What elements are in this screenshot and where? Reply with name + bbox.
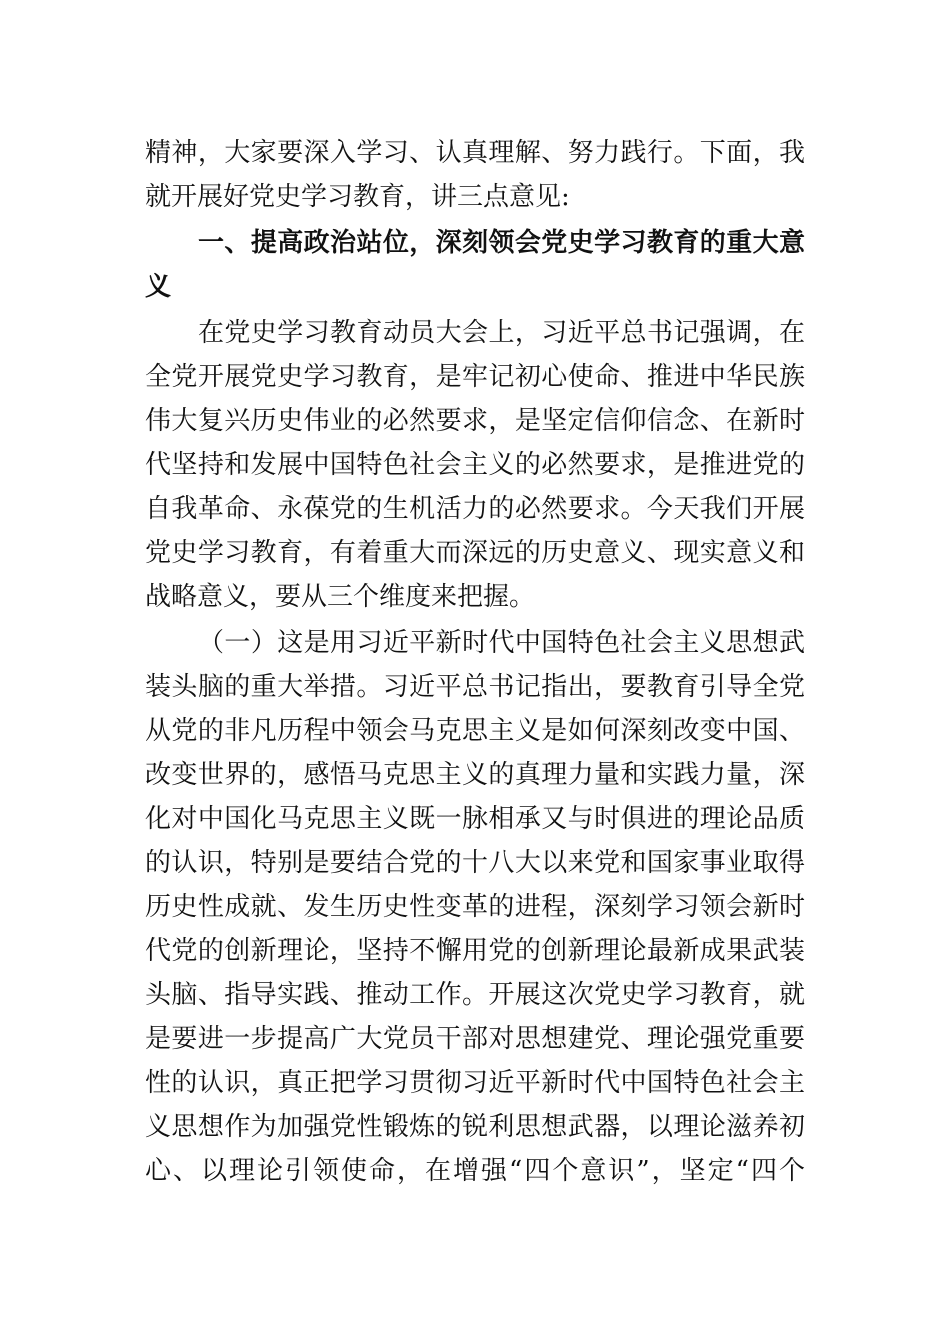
text-line-16: 化对中国化马克思主义既一脉相承又与时俱进的理论品质 bbox=[145, 804, 805, 834]
text-line-1: 精神，大家要深入学习、认真理解、努力践行。下面，我 bbox=[145, 138, 805, 168]
text-line-21: 是要进一步提高广大党员干部对思想建党、理论强党重要 bbox=[145, 1024, 805, 1054]
text-line-14: 从党的非凡历程中领会马克思主义是如何深刻改变中国、 bbox=[145, 716, 805, 746]
text-line-22: 性的认识，真正把学习贯彻习近平新时代中国特色社会主 bbox=[145, 1068, 805, 1098]
text-line-8: 代坚持和发展中国特色社会主义的必然要求，是推进党的 bbox=[145, 450, 805, 480]
section-heading-line-2: 义 bbox=[145, 272, 172, 302]
text-line-13: 装头脑的重大举措。习近平总书记指出，要教育引导全党 bbox=[145, 672, 805, 702]
section-heading-line-1: 一、提高政治站位，深刻领会党史学习教育的重大意 bbox=[198, 228, 805, 258]
text-line-24: 心、以理论引领使命，在增强“四个意识”，坚定“四个 bbox=[145, 1156, 805, 1186]
text-line-11: 战略意义，要从三个维度来把握。 bbox=[145, 582, 536, 612]
text-line-9: 自我革命、永葆党的生机活力的必然要求。今天我们开展 bbox=[145, 494, 805, 524]
text-line-2: 就开展好党史学习教育，讲三点意见: bbox=[145, 182, 570, 212]
text-line-17: 的认识，特别是要结合党的十八大以来党和国家事业取得 bbox=[145, 848, 805, 878]
text-line-10: 党史学习教育，有着重大而深远的历史意义、现实意义和 bbox=[145, 538, 805, 568]
text-line-20: 头脑、指导实践、推动工作。开展这次党史学习教育，就 bbox=[145, 980, 805, 1010]
text-line-18: 历史性成就、发生历史性变革的进程，深刻学习领会新时 bbox=[145, 892, 805, 922]
text-line-19: 代党的创新理论，坚持不懈用党的创新理论最新成果武装 bbox=[145, 936, 805, 966]
text-line-23: 义思想作为加强党性锻炼的锐利思想武器，以理论滋养初 bbox=[145, 1112, 805, 1142]
text-line-15: 改变世界的，感悟马克思主义的真理力量和实践力量，深 bbox=[145, 760, 805, 790]
text-line-5: 在党史学习教育动员大会上，习近平总书记强调，在 bbox=[198, 318, 805, 348]
text-line-12: （一）这是用习近平新时代中国特色社会主义思想武 bbox=[198, 628, 805, 658]
text-line-6: 全党开展党史学习教育，是牢记初心使命、推进中华民族 bbox=[145, 362, 805, 392]
text-line-7: 伟大复兴历史伟业的必然要求，是坚定信仰信念、在新时 bbox=[145, 406, 805, 436]
